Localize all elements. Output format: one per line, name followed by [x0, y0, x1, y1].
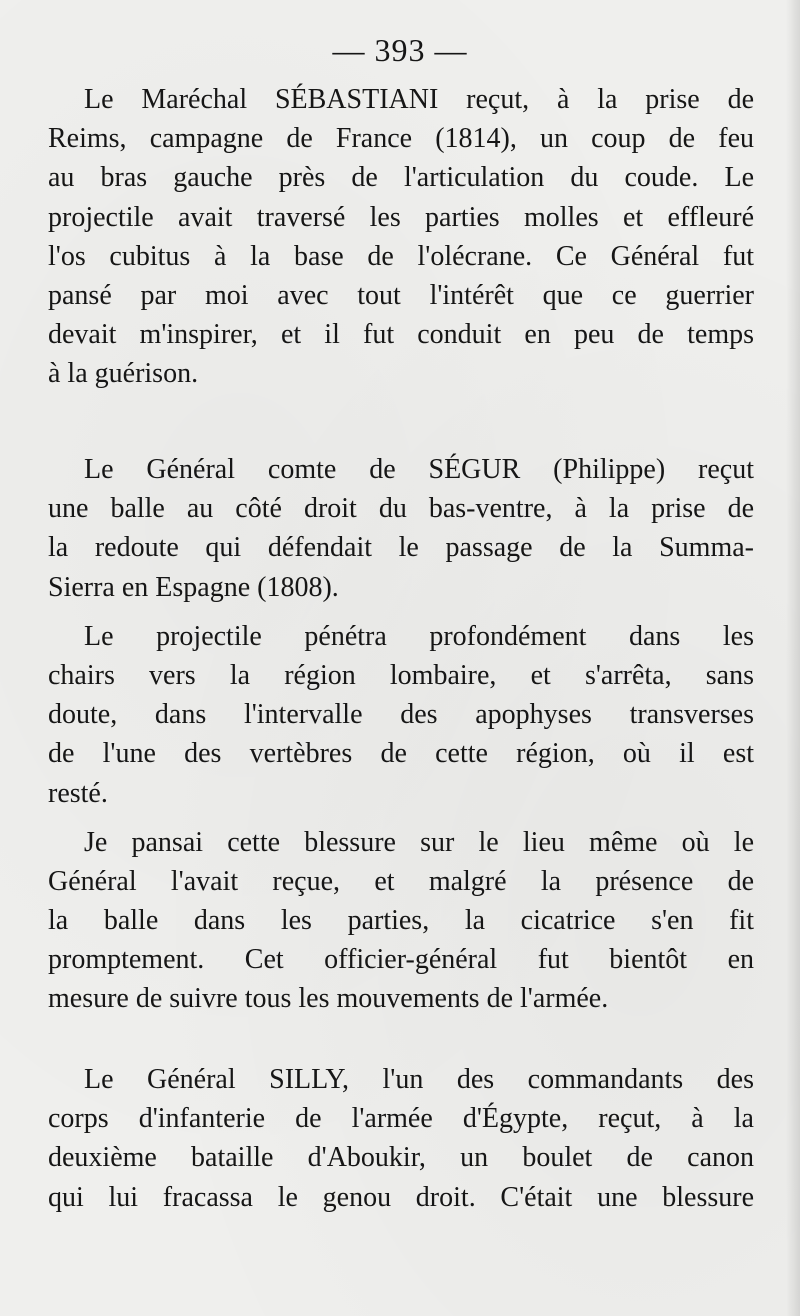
text-line: pansé par moi avec tout l'intérêt que ce guerrier	[48, 279, 754, 311]
text-line: Le Maréchal SÉBASTIANI reçut, à la prise de	[84, 84, 754, 115]
text-line: Je pansai cette blessure sur le lieu même où le	[84, 826, 754, 858]
page-edge-shadow	[786, 0, 800, 1316]
text-line: Le Général SILLY, l'un des commandants des	[84, 1064, 754, 1095]
text-line: Le projectile pénétra profondément dans les	[84, 620, 754, 652]
text-line: resté.	[48, 777, 108, 809]
text-line: la balle dans les parties, la cicatrice s'en fit	[48, 905, 754, 937]
text-line: corps d'infanterie de l'armée d'Égypte, reçut, à la	[48, 1103, 754, 1135]
text-line: qui lui fracassa le genou droit. C'était une blessure	[48, 1181, 754, 1213]
text-line: la redoute qui défendait le passage de la Summa-	[48, 532, 754, 564]
text-line: doute, dans l'intervalle des apophyses transverses	[48, 699, 754, 731]
paragraph-sebastiani	[48, 80, 754, 394]
paragraph-silly	[48, 1060, 754, 1217]
text-line: Le Général comte de SÉGUR (Philippe) reçut	[84, 454, 754, 485]
text-line: deuxième bataille d'Aboukir, un boulet de canon	[48, 1142, 754, 1174]
text-line: Reims, campagne de France (1814), un coup de feu	[48, 123, 754, 155]
text-line: devait m'inspirer, et il fut conduit en peu de temps	[48, 319, 754, 351]
text-line: à la guérison.	[48, 358, 199, 390]
text-line: au bras gauche près de l'articulation du coude. Le	[48, 162, 754, 194]
text-line: l'os cubitus à la base de l'olécrane. Ce Général fut	[48, 240, 754, 272]
text-line: mesure de suivre tous les mouvements de l'armée.	[48, 983, 609, 1015]
text-line: de l'une des vertèbres de cette région, où il est	[48, 738, 754, 770]
text-line: Général l'avait reçue, et malgré la présence de	[48, 865, 754, 897]
text-line: Sierra en Espagne (1808).	[48, 571, 339, 603]
text-line: projectile avait traversé les parties molles et effleuré	[48, 201, 754, 233]
text-line: promptement. Cet officier-général fut bientôt en	[48, 944, 754, 976]
text-line: une balle au côté droit du bas-ventre, à la prise de	[48, 493, 754, 525]
text-line: chairs vers la région lombaire, et s'arrêta, sans	[48, 659, 754, 691]
paragraph-segur	[48, 450, 754, 1019]
page-number: — 393 —	[332, 32, 468, 68]
